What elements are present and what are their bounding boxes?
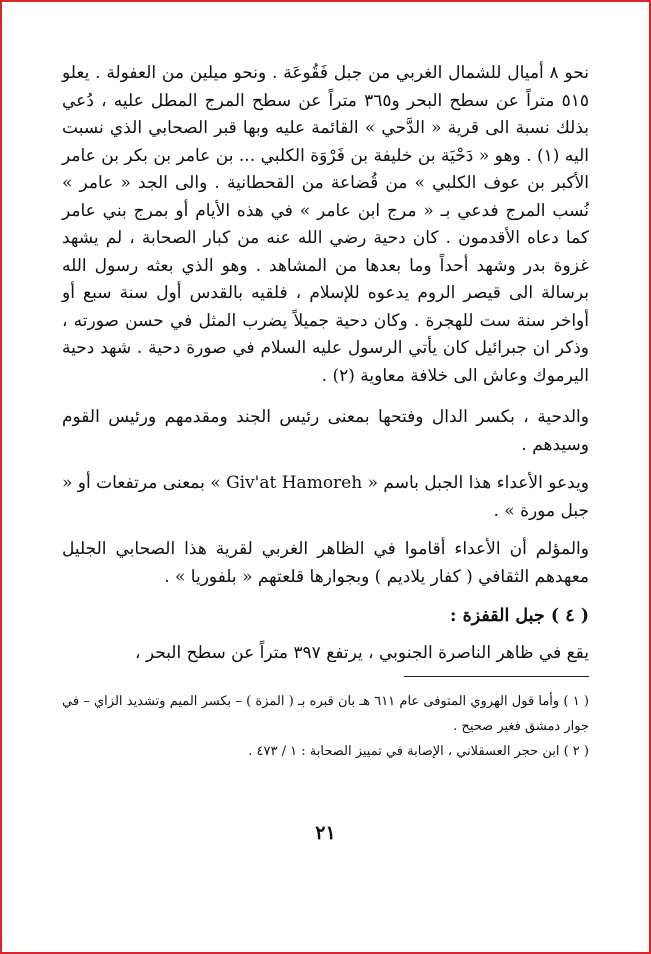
paragraph-cultural-institute: والمؤلم أن الأعداء أقاموا في الظاهر الغربي لقرية هذا الصحابي الجليل معهدهم الثقافي ( كفار يلاديم ) وبجوارها قلعتهم « بلفوريا » . [62,539,589,587]
footnote-divider [404,676,589,677]
paragraph-dahiya-meaning: والدحية ، بكسر الدال وفتحها بمعنى رئيس الجند ومقدمهم ورئيس القوم وسيدهم . [62,407,589,455]
paragraph-enemy-name: ويدعو الأعداء هذا الجبل باسم « Giv'at Hamoreh » بمعنى مرتفعات أو « جبل مورة » . [62,473,590,521]
page-content [62,60,589,764]
page-number: ٢١ [315,822,336,844]
section-heading-qafza: ( ٤ ) جبل القفزة : [450,606,589,626]
paragraph-qafza-location: يقع في ظاهر الناصرة الجنوبي ، يرتفع ٣٩٧ متراً عن سطح البحر ، [134,643,589,663]
footnote-1: ( ١ ) وأما قول الهروي المتوفى عام ٦١١ هـ بان قبره بـ ( المزة ) – بكسر الميم وتشديد الزاي – في جوار دمشق فغير صحيح . [62,693,589,734]
paragraph-dahi-mountain: نحو ٨ أميال للشمال الغربي من جبل فَقُوعَة . ونحو ميلين من العفولة . يعلو ٥١٥ متراً عن سطح البحر و٣٦٥ متراً عن سطح المرج المطل عليه ، دُعي بذلك نسبة الى قرية « الدَّحي » القائمة عليه وبها قبر الصحابي الذي نسبت اليه (١) . وهو « دَحْيَة بن خليفة بن فَرْوَة الكلبي ... بن عامر بن بكر بن عامر الأكبر بن عوف الكلبي » من قُضاعة من القحطانية . والى الجد « عامر » نُسب المرج فدعي بـ « مرج ابن عامر » في هذه الأيام أو بمرج بني عامر كما دعاه الأقدمون . كان دحية رضي الله عنه من كبار الصحابة ، لم يشهد غزوة بدر وشهد أحداً وما بعدها من المشاهد . وهو الذي بعثه رسول الله برسالة الى قيصر الروم يدعوه للإسلام ، فلقيه بالقدس أول سنة سبع أو أواخر سنة ست للهجرة . وكان دحية جميلاً يضرب المثل في حسن صورته ، وذكر ان جبرائيل كان يأتي الرسول عليه السلام في صورة دحية . شهد دحية اليرموك وعاش الى خلافة معاوية (٢) . [62,63,590,386]
footnote-2: ( ٢ ) ابن حجر العسقلاني ، الإصابة في تمييز الصحابة : ١ / ٤٧٣ . [248,743,589,759]
